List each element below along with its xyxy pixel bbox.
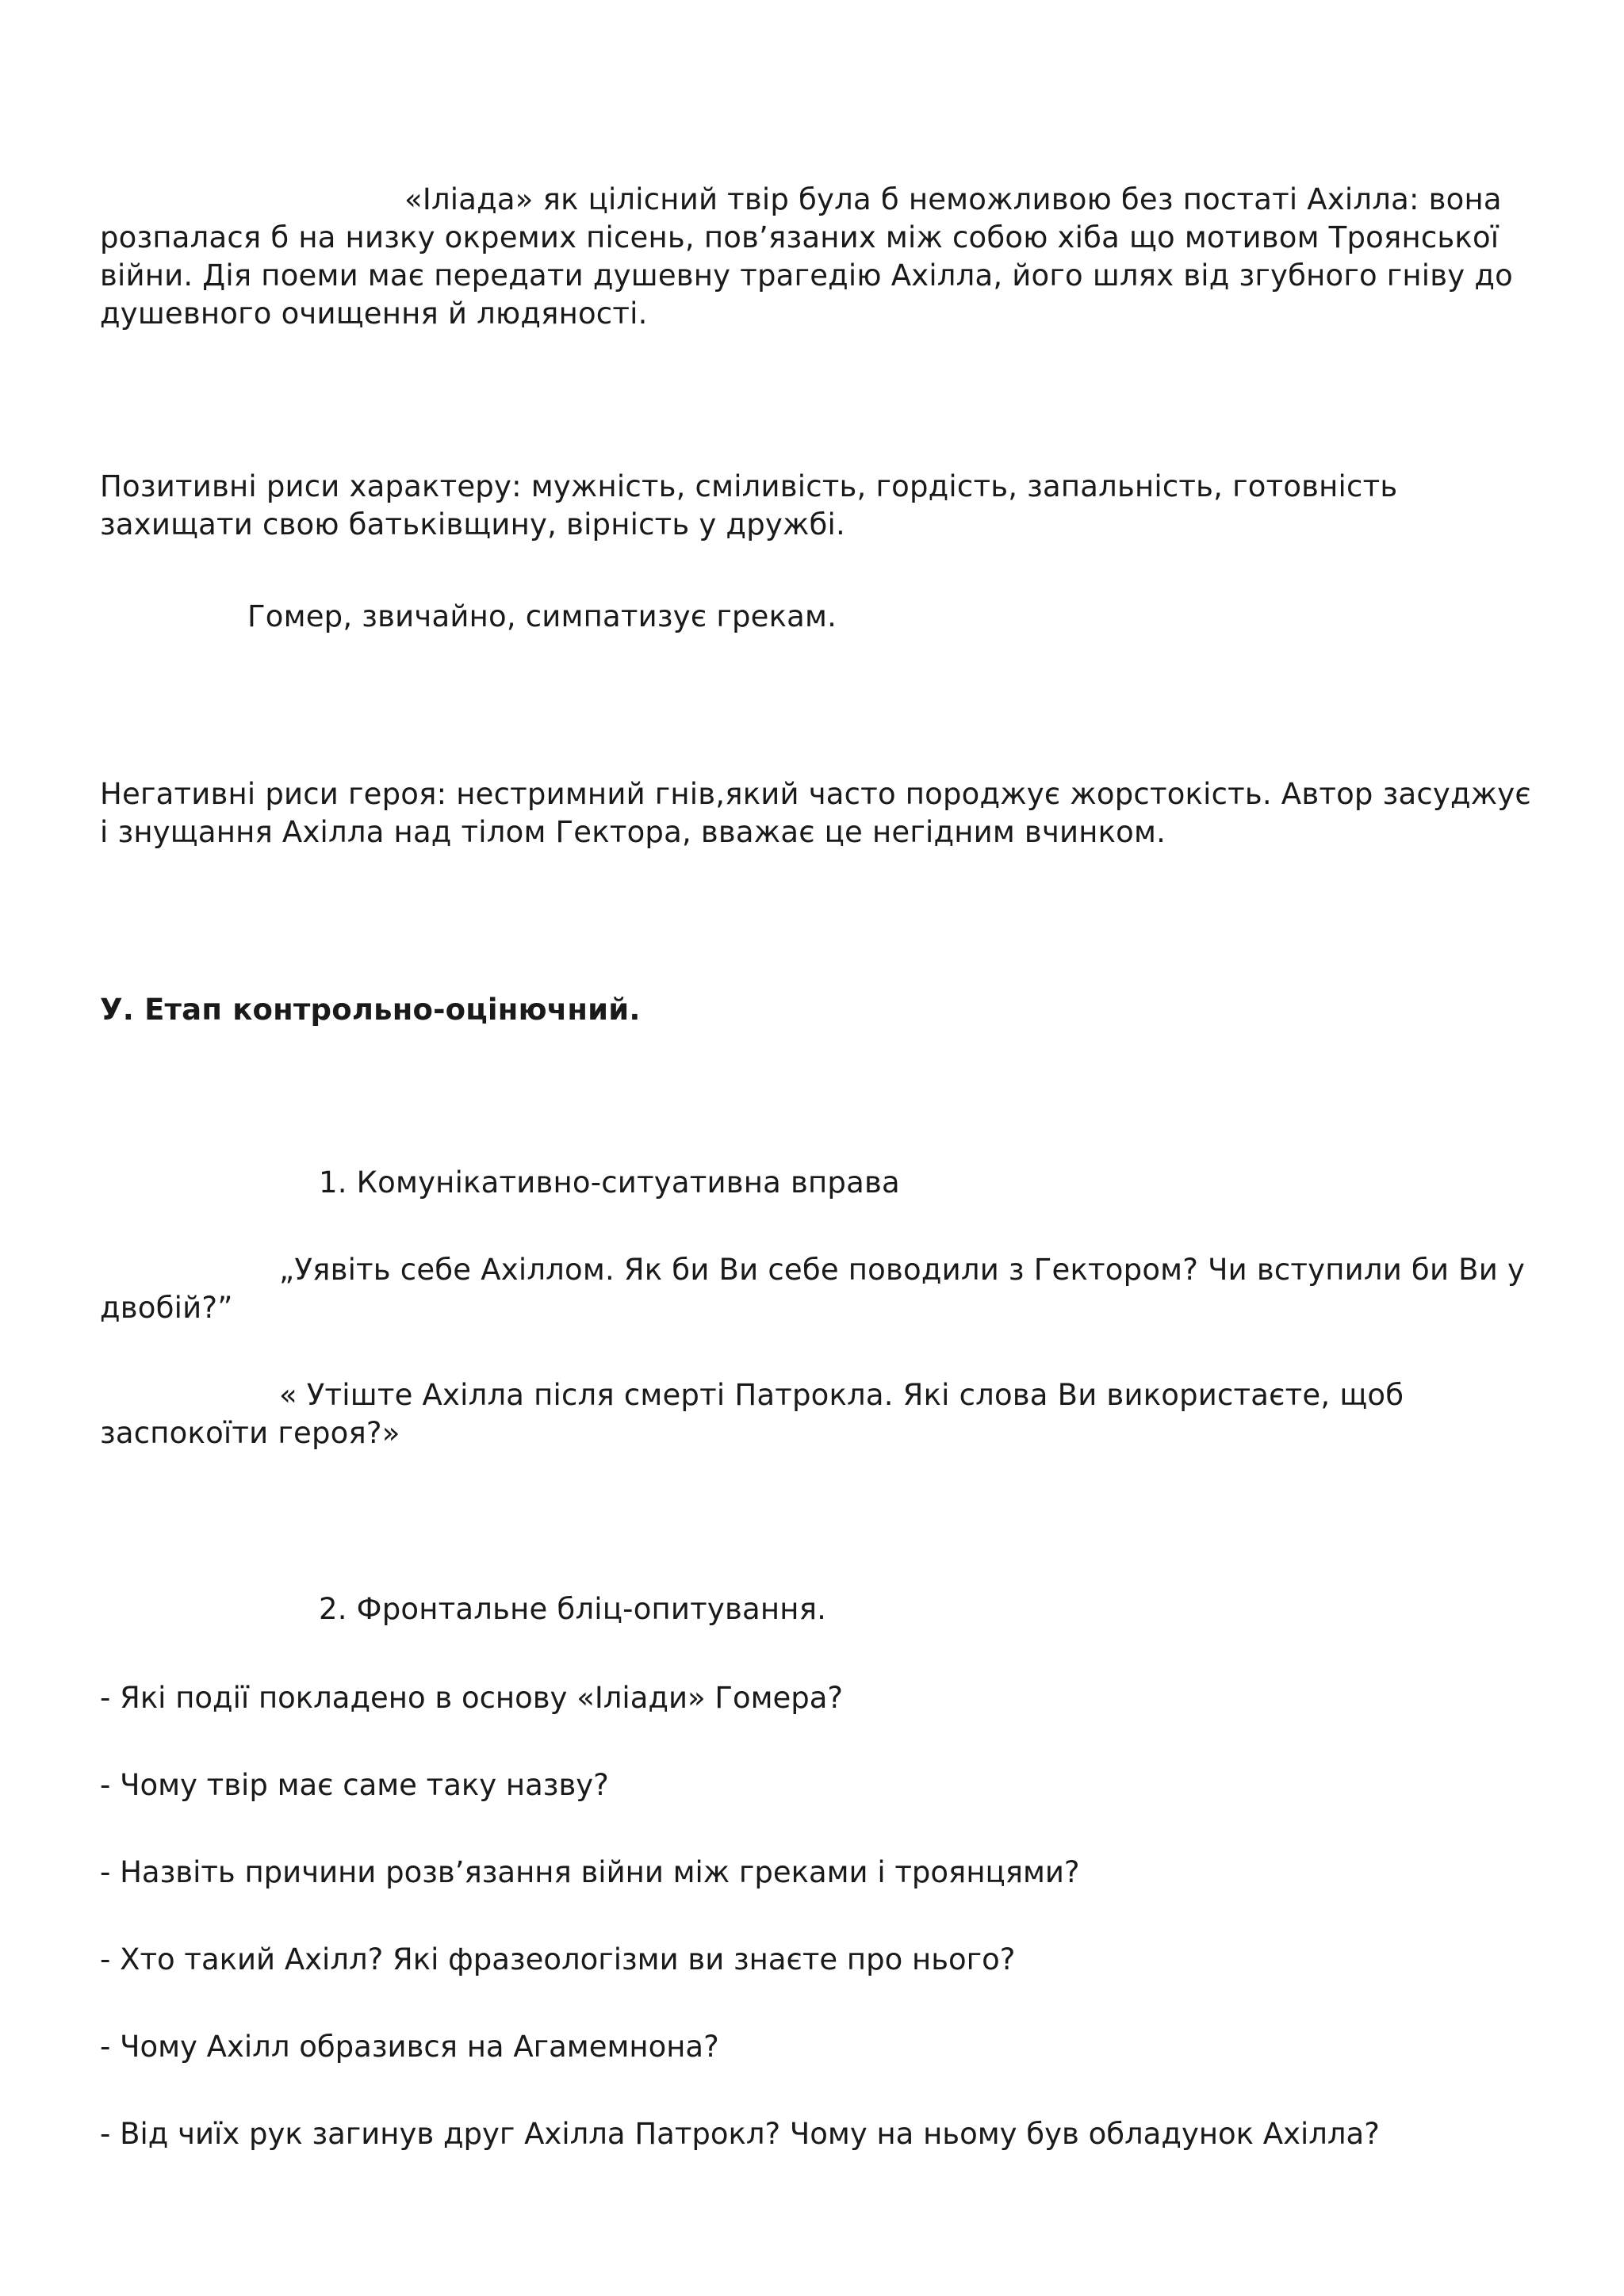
homer-note: Гомер, звичайно, симпатизує грекам.	[247, 599, 837, 633]
question-item: - Чому твір має саме таку назву?	[100, 1768, 609, 1802]
question-item: - Чому Ахілл образився на Агамемнона?	[100, 2030, 719, 2064]
exercise-1-title: 1. Комунікативно-ситуативна вправа	[319, 1165, 900, 1200]
negative-traits-paragraph: Негативні риси героя: нестримний гнів,який часто породжує жорстокість. Автор засуджує і знущання Ахілла над тілом Гектора, вважає це негідним вчинком.	[100, 777, 1531, 849]
question-item: - Від чиїх рук загинув друг Ахілла Патрокл? Чому на ньому був обладунок Ахілла?	[100, 2117, 1380, 2151]
exercise-1-prompt-2: « Утіште Ахілла після смерті Патрокла. Які слова Ви використаєте, щоб заспокоїти героя?»	[100, 1378, 1404, 1450]
question-item: - Хто такий Ахілл? Які фразеологізми ви знаєте про нього?	[100, 1942, 1016, 1976]
section-heading: У. Етап контрольно-оцінючний.	[100, 993, 641, 1027]
positive-traits-paragraph: Позитивні риси характеру: мужність, сміливість, гордість, запальність, готовність захищати свою батьківщину, вірність у дружбі.	[100, 469, 1398, 541]
question-item: - Назвіть причини розв’язання війни між греками і троянцями?	[100, 1855, 1080, 1889]
question-item: - Які події покладено в основу «Іліади» Гомера?	[100, 1681, 844, 1715]
exercise-2-title: 2. Фронтальне бліц-опитування.	[319, 1592, 827, 1626]
intro-paragraph: «Іліада» як цілісний твір була б неможливою без постаті Ахілла: вона розпалася б на низку окремих пісень, пов’язаних між собою хіба що мотивом Троянської війни. Дія поеми має передати душевну трагедію Ахілла, його шлях від згубного гніву до душевного очищення й людяності.	[100, 182, 1513, 331]
exercise-1-prompt-1: „Уявіть себе Ахіллом. Як би Ви себе поводили з Гектором? Чи вступили би Ви у двобій?”	[100, 1253, 1526, 1325]
